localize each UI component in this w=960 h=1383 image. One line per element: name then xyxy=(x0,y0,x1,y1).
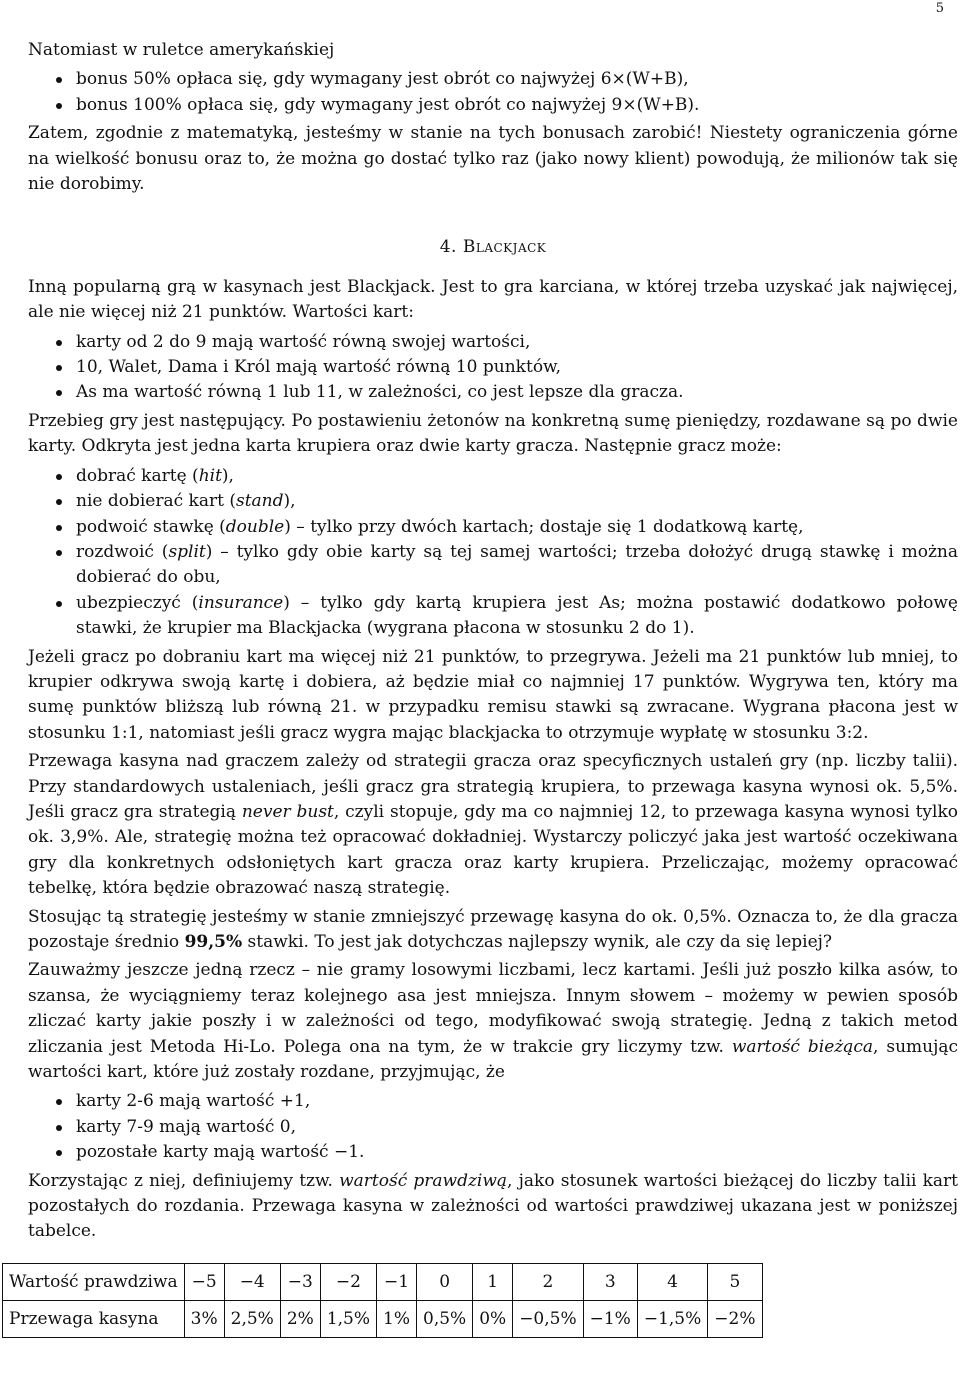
table-cell: 5 xyxy=(708,1263,762,1300)
list-item: karty 7-9 mają wartość 0, xyxy=(76,1115,958,1140)
option-text-before: ubezpieczyć ( xyxy=(76,592,199,613)
italic-term: never bust xyxy=(241,801,334,822)
page-number: 5 xyxy=(935,1,944,16)
paragraph-text: Stosując tą strategię jesteśmy w stanie zmniejszyć przewagę kasyna do ok. 0,5%. Oznacza to, że dla gracza pozostaje średnio xyxy=(28,906,958,952)
intro-line: Natomiast w ruletce amerykańskiej xyxy=(28,40,335,60)
table-cell: −1% xyxy=(583,1300,637,1337)
hilo-values-list xyxy=(28,1089,958,1165)
table-cell: −2% xyxy=(708,1300,762,1337)
table-cell: −5 xyxy=(184,1263,224,1300)
table-cell: 1% xyxy=(377,1300,417,1337)
page-content xyxy=(9,38,959,1338)
table-cell: 1,5% xyxy=(320,1300,376,1337)
list-item xyxy=(76,515,958,540)
table-cell: −1,5% xyxy=(637,1300,707,1337)
option-text-after: ) – tylko gdy kartą krupiera jest As; można postawić dodatkowo połowę stawki, że krupier ma Blackjacka (wygrana płacona w stosunku 2 do 1). xyxy=(76,592,958,639)
table-cell: 2,5% xyxy=(224,1300,280,1337)
list-item: karty od 2 do 9 mają wartość równą swojej wartości, xyxy=(76,330,958,355)
option-term: stand xyxy=(235,491,284,512)
counting-paragraph xyxy=(28,958,958,1085)
list-item: bonus 50% opłaca się, gdy wymagany jest obrót co najwyżej 6×(W+B), xyxy=(76,67,958,92)
paragraph-text: Przewaga kasyna nad graczem zależy od strategii gracza oraz specyficznych ustaleń gry (np. liczby talii). Przy standardowych ustaleniach, jeśli gracz gra strategią krupiera, to przewaga kasyna wynosi ok. 5,5%. Jeśli gracz gra strategią xyxy=(28,751,958,822)
section-heading: 4. Blackjack xyxy=(439,237,547,258)
table-cell: −0,5% xyxy=(513,1300,583,1337)
table-cell: 0% xyxy=(473,1300,513,1337)
row-header: Wartość prawdziwa xyxy=(3,1263,185,1300)
list-item xyxy=(76,464,958,489)
table-cell: 1 xyxy=(473,1263,513,1300)
option-term: hit xyxy=(198,465,222,486)
table-cell: 2 xyxy=(513,1263,583,1300)
option-term: double xyxy=(225,516,285,537)
option-text-after: ), xyxy=(221,465,234,486)
option-text-before: rozdwoić ( xyxy=(76,541,169,562)
table-cell: 4 xyxy=(637,1263,707,1300)
table-cell: 0 xyxy=(417,1263,473,1300)
house-edge-paragraph xyxy=(28,749,958,901)
strategy-paragraph xyxy=(28,905,958,956)
list-item: pozostałe karty mają wartość −1. xyxy=(76,1140,958,1165)
roulette-bonus-list xyxy=(28,67,958,118)
italic-term: wartość prawdziwą xyxy=(339,1170,508,1191)
list-item: As ma wartość równą 1 lub 11, w zależności, co jest lepsze dla gracza. xyxy=(76,380,958,405)
bold-value: 99,5% xyxy=(184,932,243,952)
rules-paragraph: Jeżeli gracz po dobraniu kart ma więcej niż 21 punktów, to przegrywa. Jeżeli ma 21 punktów lub mniej, to krupier odkrywa swoją kartę i dobiera, aż będzie miał co najmniej 17 punktów. Wygrywa ten, który ma sumę punktów bliższą lub równą 21. w przypadku remisu stawki są zwracane. Wygrana płacona jest w stosunku 1:1, natomiast jeśli gracz wygra mając blackjacka to otrzymuje wypłatę w stosunku 3:2. xyxy=(28,646,958,743)
table-cell: 3% xyxy=(184,1300,224,1337)
table-cell: −3 xyxy=(280,1263,320,1300)
table-row xyxy=(3,1300,763,1337)
list-item xyxy=(76,540,958,591)
option-term: split xyxy=(168,541,206,562)
table-cell: −4 xyxy=(224,1263,280,1300)
list-item: 10, Walet, Dama i Król mają wartość równą 10 punktów, xyxy=(76,355,958,380)
option-text-before: dobrać kartę ( xyxy=(76,465,199,486)
list-item: bonus 100% opłaca się, gdy wymagany jest obrót co najwyżej 9×(W+B). xyxy=(76,93,958,118)
game-flow-paragraph: Przebieg gry jest następujący. Po postawieniu żetonów na konkretną sumę pieniędzy, rozdawane są po dwie karty. Odkryta jest jedna karta krupiera oraz dwie karty gracza. Następnie gracz może: xyxy=(28,410,958,457)
paragraph-text: , jako stosunek wartości bieżącej do liczby talii kart pozostałych do rozdania. Przewaga kasyna w zależności od wartości prawdziwej ukazana jest w poniższej tabelce. xyxy=(28,1170,958,1242)
paragraph-text: Korzystając z niej, definiujemy tzw. xyxy=(28,1170,340,1191)
card-values-list xyxy=(28,330,958,406)
blackjack-intro-paragraph: Inną popularną grą w kasynach jest Blackjack. Jest to gra karciana, w której trzeba uzyskać jak najwięcej, ale nie więcej niż 21 punktów. Wartości kart: xyxy=(28,276,958,323)
option-text-after: ) – tylko gdy obie karty są tej samej wartości; trzeba dołożyć drugą stawkę i można dobierać do obu, xyxy=(76,541,958,588)
option-term: insurance xyxy=(198,592,284,613)
table-cell: 3 xyxy=(583,1263,637,1300)
list-item xyxy=(76,489,958,514)
list-item: karty 2-6 mają wartość +1, xyxy=(76,1089,958,1114)
conclusion-paragraph: Zatem, zgodnie z matematyką, jesteśmy w stanie na tych bonusach zarobić! Niestety ograniczenia górne na wielkość bonusu oraz to, że można go dostać tylko raz (jako nowy klient) powodują, że milionów tak się nie dorobimy. xyxy=(28,123,958,195)
option-text-after: ) – tylko przy dwóch kartach; dostaje się 1 dodatkową kartę, xyxy=(284,516,804,537)
paragraph-text: Zauważmy jeszcze jedną rzecz – nie gramy losowymi liczbami, lecz kartami. Jeśli już poszło kilka asów, to szansa, że wyciągniemy teraz kolejnego asa jest mniejsza. Innym słowem – możemy w pewien sposób zliczać karty jakie poszły i w zależności od tego, modyfikować swoją strategię. Jedną z takich metod zliczania jest Metoda Hi-Lo. Polega ona na tym, że w trakcie gry liczymy tzw. xyxy=(28,960,958,1057)
option-text-before: podwoić stawkę ( xyxy=(76,516,226,537)
paragraph-text: , czyli stopuje, gdy ma co najmniej 12, to przewaga kasyna wynosi tylko ok. 3,9%. Ale, strategię można też opracować dokładniej. Wystarczy policzyć jaka jest wartość oczekiwana gry dla konkretnych odsłoniętych kart gracza oraz karty krupiera. Przeliczając, możemy opracować tebelkę, która będzie obrazować naszą strategię. xyxy=(28,801,958,899)
option-text-before: nie dobierać kart ( xyxy=(76,491,236,512)
player-options-list xyxy=(28,464,958,642)
table-cell: −2 xyxy=(320,1263,376,1300)
list-item xyxy=(76,591,958,642)
table-cell: −1 xyxy=(377,1263,417,1300)
row-header: Przewaga kasyna xyxy=(3,1300,185,1337)
table-cell: 0,5% xyxy=(417,1300,473,1337)
house-edge-table xyxy=(2,1263,763,1338)
option-text-after: ), xyxy=(283,491,296,512)
paragraph-text: stawki. To jest jak dotychczas najlepszy wynik, ale czy da się lepiej? xyxy=(242,932,833,952)
table-cell: 2% xyxy=(280,1300,320,1337)
italic-term: wartość bieżąca xyxy=(731,1036,874,1057)
paragraph-text: , sumując wartości kart, które już zostały rozdane, przyjmując, że xyxy=(28,1036,959,1083)
true-count-paragraph xyxy=(28,1169,958,1245)
table-row xyxy=(3,1263,763,1300)
